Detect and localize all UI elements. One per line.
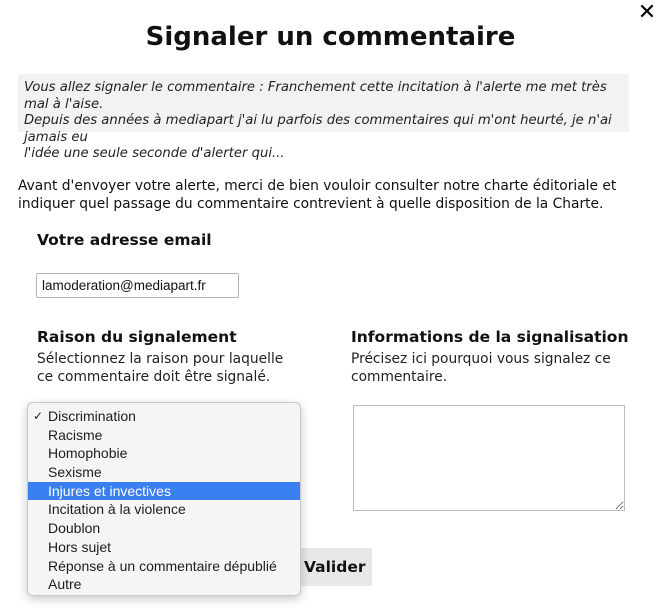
reason-option[interactable] xyxy=(28,407,300,426)
reason-option[interactable] xyxy=(28,426,300,445)
info-textarea[interactable] xyxy=(353,405,625,511)
reason-option-label: Injures et invectives xyxy=(48,482,171,499)
reason-label: Raison du signalement xyxy=(37,328,237,346)
reason-help: Sélectionnez la raison pour laquelle ce commentaire doit être signalé. xyxy=(37,351,284,385)
reason-option[interactable] xyxy=(28,500,300,519)
reason-option[interactable] xyxy=(28,463,300,482)
reason-option-label: Hors sujet xyxy=(48,538,112,555)
reason-option[interactable] xyxy=(28,575,300,594)
comment-quote xyxy=(18,74,629,161)
email-label: Votre adresse email xyxy=(37,231,212,249)
reason-option-label: Racisme xyxy=(48,426,103,443)
reason-option[interactable] xyxy=(28,444,300,463)
reason-option[interactable] xyxy=(28,538,300,557)
email-input[interactable] xyxy=(36,273,239,298)
reason-option-label: Doublon xyxy=(48,520,101,537)
reason-option-label: Autre xyxy=(48,576,82,593)
reason-option[interactable] xyxy=(28,557,300,576)
submit-button[interactable]: Valider xyxy=(290,548,372,586)
quote-line-2: Depuis des années à mediapart j'ai lu parfois des commentaires qui m'ont heurté, je n'ai jamais eu xyxy=(24,113,612,145)
reason-option-label: Sexisme xyxy=(48,464,102,481)
intro-text xyxy=(18,177,648,213)
reason-option[interactable] xyxy=(28,519,300,538)
checkmark-icon: ✓ xyxy=(33,409,44,423)
intro-text-before: Avant d'envoyer votre alerte, merci de bien vouloir consulter notre charte éditoriale et indiquer quel passage du commentaire contrevient à quelle disposition de la xyxy=(18,178,617,212)
quote-line-1: Vous allez signaler le commentaire : Franchement cette incitation à l'alerte me met très mal à l'aise. xyxy=(24,80,607,112)
info-help: Précisez ici pourquoi vous signalez ce commentaire. xyxy=(351,351,611,385)
reason-option[interactable] xyxy=(28,482,300,501)
reason-option-label: Réponse à un commentaire dépublié xyxy=(48,557,277,574)
reason-option-label: Discrimination xyxy=(48,408,136,424)
dialog-title: Signaler un commentaire xyxy=(145,22,516,52)
charter-link[interactable]: Charte xyxy=(552,196,600,212)
info-label: Informations de la signalisation xyxy=(351,328,629,346)
close-icon[interactable]: ✕ xyxy=(637,0,657,25)
reason-option-label: Homophobie xyxy=(48,445,128,462)
reason-option-label: Incitation à la violence xyxy=(48,501,186,518)
intro-text-after: . xyxy=(599,196,604,212)
quote-line-3: l'idée une seule seconde d'alerter qui... xyxy=(24,146,285,161)
reason-dropdown[interactable] xyxy=(27,402,301,596)
